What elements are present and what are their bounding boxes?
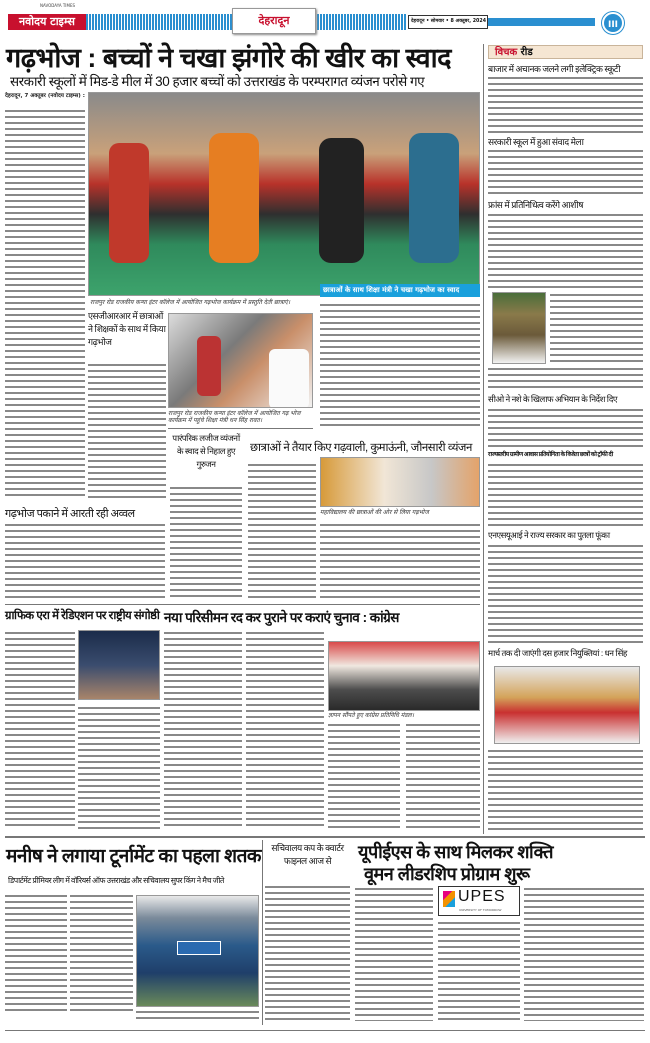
gurujan-text [170, 485, 242, 600]
aarti-headline: गढ़भोज पकाने में आरती रही अव्वल [5, 508, 135, 520]
manish-subhead: डिपार्टमेंट प्रीमियर लीग में वॉरियर्स ऑफ उत्तराखंड और सचिवालय सुपर किंग ने मैच जीते [8, 876, 224, 885]
right-headline-1: बाजार में अचानक जलने लगी इलेक्ट्रिक स्कूटी [488, 64, 621, 74]
date-line: देहरादून • सोमवार • 8 अक्तूबर, 2024 [408, 15, 488, 29]
upes-text-1 [355, 886, 433, 1021]
congress-headline: नया परिसीमन रद कर पुराने पर कराएं चुनाव : कांग्रेस [164, 610, 399, 625]
appointment-photo [494, 666, 640, 744]
upes-logo-sub: UNIVERSITY OF TOMORROW [459, 908, 502, 912]
right-text-3c [488, 366, 643, 392]
edition-box: देहरादून [232, 8, 316, 34]
section-accent: विचक [495, 47, 518, 58]
manish-text-1 [5, 893, 67, 1011]
seminar-photo [78, 630, 160, 700]
upes-logo-mark [443, 891, 455, 907]
right-text-3b [550, 292, 643, 364]
right-headline-5: राज्यस्तरीय ग्रामीण आवास प्रतियोगिता के विजेता छात्रों को ट्रॉफी दी [488, 452, 613, 458]
right-headline-6: एनएसयूआई ने राज्य सरकार का पुतला फूंका [488, 530, 610, 540]
section-header [488, 45, 643, 59]
chhatra-text [248, 462, 316, 602]
congress-text-3 [328, 722, 400, 830]
logo: नवोदय टाइम्स [8, 14, 86, 30]
sgrr-headline: एसजीआरआर में छात्राओं ने शिक्षकों के साथ में किया गढ़भोज [88, 311, 166, 347]
food-photo-caption: महाविद्यालय की छात्राओं की ओर से लिया गढ़भोज [320, 509, 429, 516]
right-text-1 [488, 75, 643, 133]
page-number: III [602, 12, 624, 34]
right-headline-7: मार्च तक दी जाएंगी दस हजार नियुक्तियां : धन सिंह [488, 648, 627, 658]
row-divider [5, 604, 480, 605]
cup-text [265, 884, 350, 1022]
article-text [5, 108, 85, 500]
paper-small-name: NAVODAYA TIMES [40, 3, 76, 8]
chhatra-headline: छात्राओं ने तैयार किए गढ़वाली, कुमाऊंनी, जौनसारी व्यंजन [250, 442, 472, 454]
manish-text-2 [70, 893, 133, 1011]
congress-photo [328, 641, 480, 711]
officer-photo [492, 292, 546, 364]
congress-text-2 [246, 630, 324, 830]
sgrr-text [88, 362, 166, 502]
graphic-era-text-2 [78, 705, 160, 830]
section-rest: रीड [517, 47, 533, 58]
upes-text-2 [438, 920, 520, 1021]
manish-text-3 [136, 1009, 259, 1023]
right-text-3 [488, 212, 643, 292]
upes-text-3 [524, 886, 644, 1021]
masthead [0, 0, 650, 38]
manish-headline: मनीष ने लगाया टूर्नामेंट का पहला शतक [6, 846, 261, 867]
divider [168, 428, 313, 429]
food-photo [320, 457, 480, 507]
dateline: देहरादून, 7 अक्तूबर (नवोदय टाइम्स) : [5, 93, 85, 99]
right-col-divider [483, 44, 484, 834]
right-text-7 [488, 748, 643, 830]
graphic-era-headline: ग्राफिक एरा में रेडिएशन पर राष्ट्रीय संगोष्ठी [5, 610, 160, 622]
graphic-era-text [5, 630, 75, 830]
cup-headline: सचिवालय कप के क्वार्टर फाइनल आज से [271, 843, 344, 866]
header-stripe-right [480, 18, 595, 26]
bottom-divider [5, 836, 645, 838]
dance-photo-caption: राजपुर रोड राजकीय कन्या इंटर कॉलेज में आयोजित गढ़भोज कार्यक्रम में प्रस्तुति देती छात्राएं। [90, 299, 291, 306]
right-headline-3: फ्रांस में प्रतिनिधित्व करेंगे आशीष [488, 200, 583, 210]
upes-logo-text: UPES [458, 888, 506, 905]
cricket-team-photo [136, 895, 259, 1007]
main-subhead: सरकारी स्कूलों में मिड-डे मील में 30 हजार बच्चों को उत्तराखंड के परम्परागत व्यंजन परोसे गए [10, 74, 425, 89]
upes-headline-2: वूमन लीडरशिप प्रोग्राम शुरू [364, 864, 530, 884]
right-text-5 [488, 462, 643, 528]
minister-article [320, 302, 480, 430]
minister-photo-caption: राजपुर रोड राजकीय कन्या इंटर कॉलेज में आयोजित गढ़ भोज कार्यक्रम में पहुंचे शिक्षा मंत्री धन सिंह रावत। [168, 410, 301, 424]
page-bottom-rule [5, 1030, 645, 1031]
aarti-text [5, 522, 165, 602]
right-text-2 [488, 148, 643, 196]
main-headline: गढ़भोज : बच्चों ने चखा झंगोरे की खीर का स्वाद [6, 43, 451, 73]
dance-photo [88, 92, 480, 296]
food-text [320, 522, 480, 602]
blue-headline: छात्राओं के साथ शिक्षा मंत्री ने चखा गढ़भोज का स्वाद [320, 284, 480, 297]
right-headline-2: सरकारी स्कूल में हुआ संवाद मेला [488, 137, 584, 147]
bottom-col-divider [262, 840, 263, 1025]
gurujan-headline: पारंपरिक लजीज व्यंजनों के स्वाद से निहाल हुए गुरुजन [172, 433, 240, 469]
right-text-6 [488, 543, 643, 645]
right-headline-4: सीओ ने नशे के खिलाफ अभियान के निर्देश दिए [488, 394, 618, 404]
right-text-4 [488, 407, 643, 447]
upes-logo [438, 886, 520, 916]
congress-caption: ज्ञापन सौंपते हुए कांग्रेस प्रतिनिधि मंडल। [328, 712, 414, 719]
congress-text-4 [406, 722, 480, 830]
upes-headline-1: यूपीईएस के साथ मिलकर शक्ति [358, 842, 554, 862]
congress-text [164, 630, 242, 830]
minister-photo [168, 313, 313, 408]
